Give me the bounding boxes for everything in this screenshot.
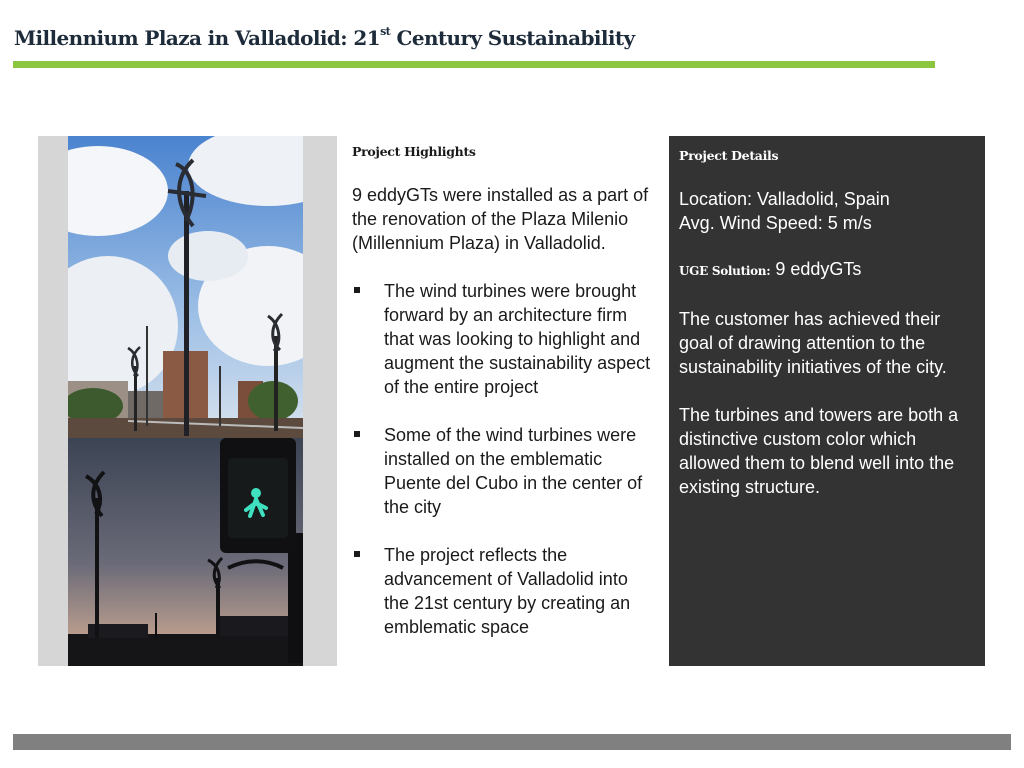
list-item: The wind turbines were brought forward by an architecture firm that was looking to highlight and augment the sustainability aspect of the entire project (352, 279, 652, 399)
wind-speed-text: Avg. Wind Speed: 5 m/s (679, 213, 872, 233)
dusk-turbine-photo (68, 438, 303, 666)
project-details-heading: Project Details (679, 148, 779, 163)
details-paragraph-color: The turbines and towers are both a distinctive custom color which allowed them to blend well into the existing structure. (679, 405, 959, 497)
highlights-intro: 9 eddyGTs were installed as a part of the renovation of the Plaza Milenio (Millennium Plaza) in Valladolid. (352, 185, 649, 253)
uge-solution-value: 9 eddyGTs (770, 259, 862, 279)
details-paragraph-goal: The customer has achieved their goal of drawing attention to the sustainability initiatives of the city. (679, 309, 947, 377)
location-text: Location: Valladolid, Spain (679, 189, 890, 209)
slide-title: Millennium Plaza in Valladolid: 21st Century Sustainability (14, 25, 635, 50)
bullet-square-icon (354, 431, 360, 437)
daytime-turbine-photo (68, 136, 303, 438)
highlights-bullet-list (352, 279, 652, 639)
project-highlights-column (352, 140, 652, 639)
uge-solution-label: UGE Solution: (679, 264, 771, 278)
uge-solution (679, 257, 975, 283)
bullet-square-icon (354, 551, 360, 557)
project-highlights-heading: Project Highlights (352, 144, 476, 159)
list-item: Some of the wind turbines were installed on the emblematic Puente del Cubo in the center of the city (352, 423, 652, 519)
project-details-panel (669, 136, 985, 666)
footer-bar (13, 734, 1011, 750)
photo-panel (38, 136, 337, 666)
bullet-square-icon (354, 287, 360, 293)
title-underline (13, 61, 935, 68)
list-item: The project reflects the advancement of Valladolid into the 21st century by creating an emblematic space (352, 543, 652, 639)
